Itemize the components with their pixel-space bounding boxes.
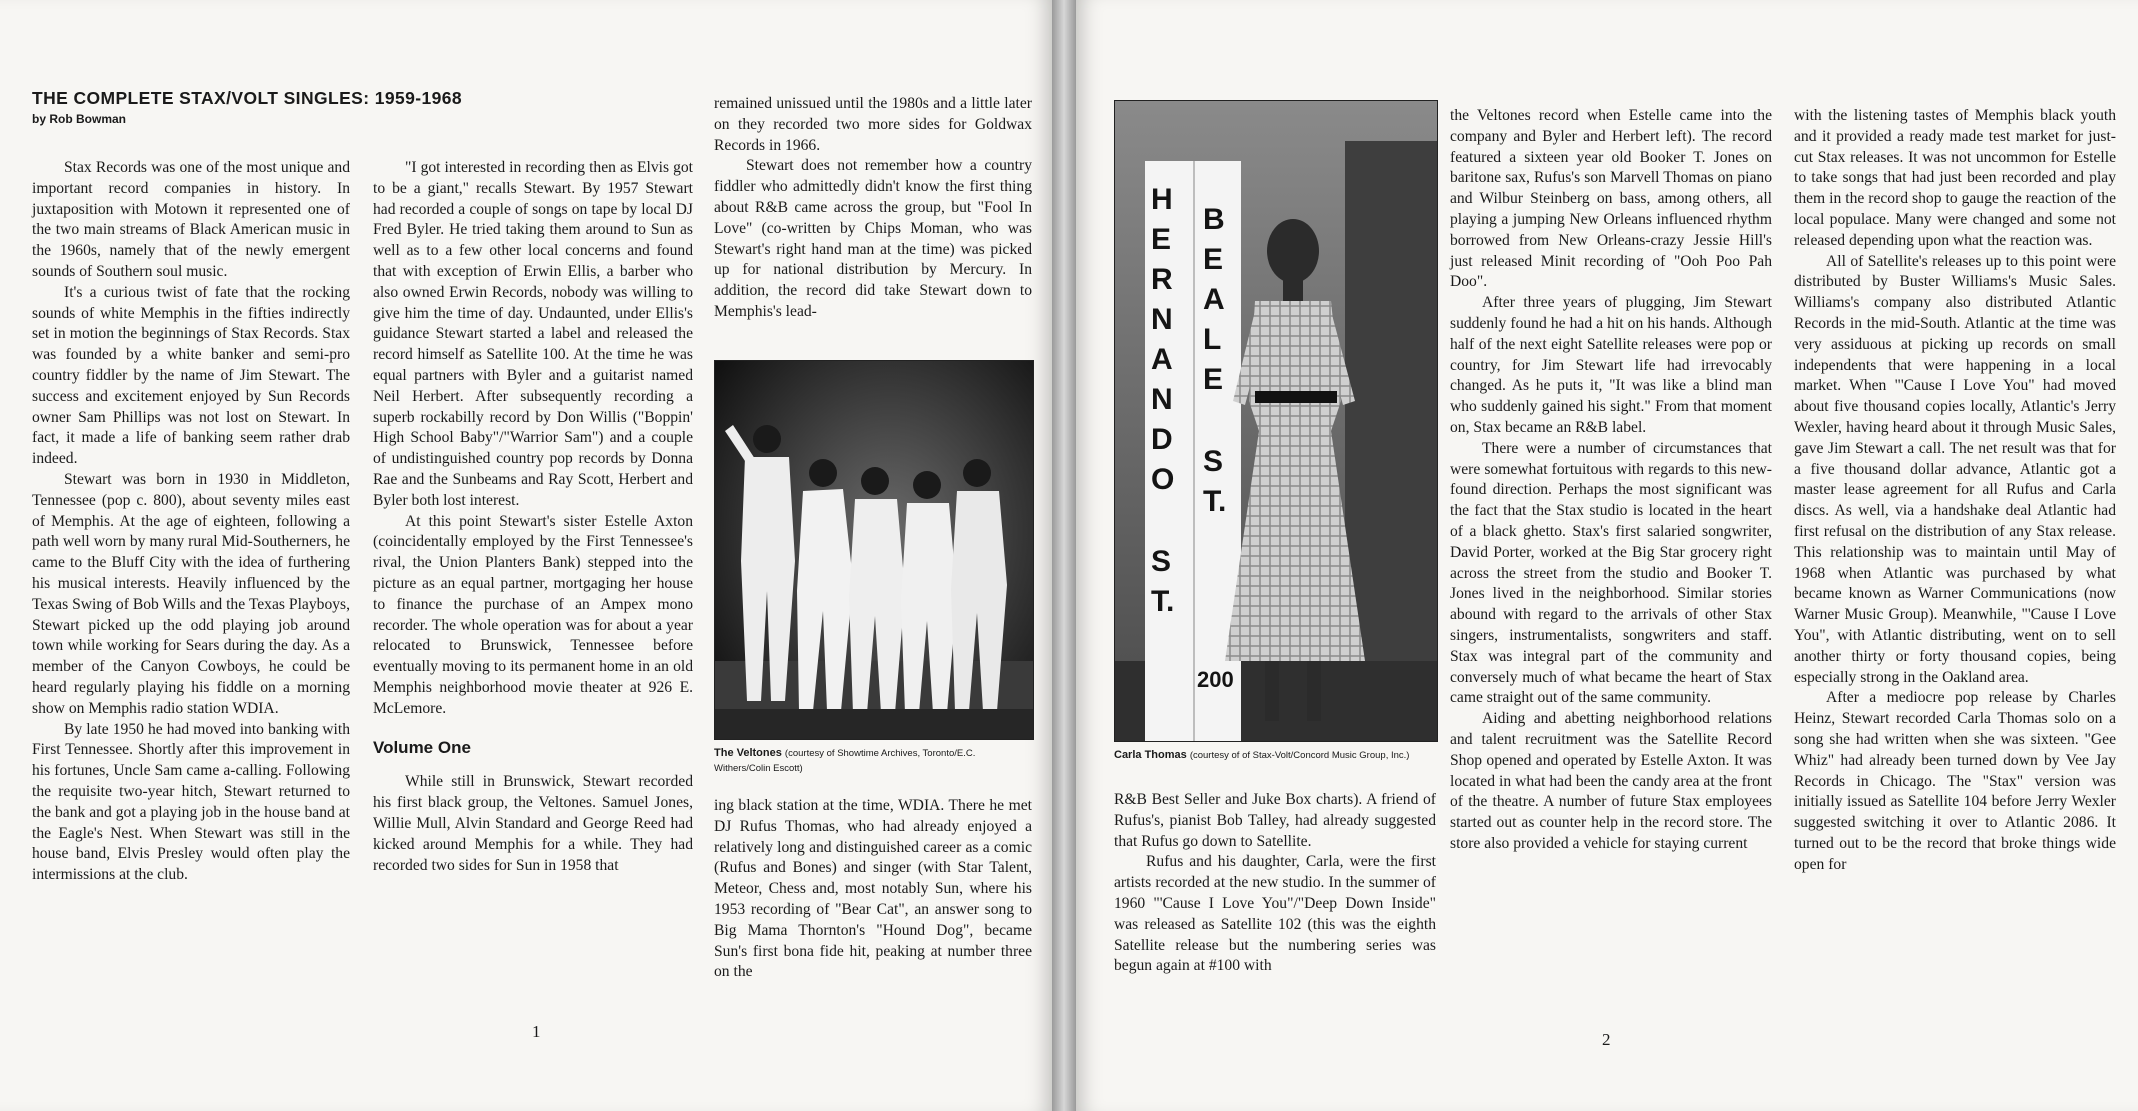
paragraph: By late 1950 he had moved into banking with First Tennessee. Shortly after this improvement in his fortunes, Uncle Sam came a-calling. Following the requisite two-year hitch, Stewart returned to the bank and got a playing job in the house band at the Eagle's Nest. When Stewart was still in the house band, Elvis Presley would often play the intermissions at the club. <box>32 720 350 884</box>
paragraph: It's a curious twist of fate that the rocking sounds of white Memphis in the fifties indirectly set in motion the beginnings of Stax Records. Stax was founded by a white banker and semi-pro country fiddler by the name of Jim Stewart. The success and excitement enjoyed by Sun Records owner Sam Phillips was not lost on Stewart. In fact, it made a life of banking seem rather drab indeed. <box>32 283 350 468</box>
paragraph: Aiding and abetting neighborhood relations and talent recruitment was the Satellite Record Shop opened and operated by Estelle Axton. It was located in what had been the candy area at the front of the theatre. A number of future Stax employees started out as counter help in the record store. The store also provided a vehicle for staying current <box>1450 710 1772 852</box>
svg-text:A: A <box>1151 343 1173 376</box>
svg-text:A: A <box>1203 283 1225 316</box>
right-column-1-bottom <box>1114 790 1436 977</box>
paragraph: "I got interested in recording then as Elvis got to be a giant," recalls Stewart. By 1957 Stewart had recorded a couple of songs on tape by local DJ Fred Byler. He tried taking them around to Sun as well as to a few other local concerns and found that with exception of Erwin Ellis, a barber who also owned Erwin Records, nobody was willing to give him the time of day. Undaunted, under Ellis's guidance Stewart started a label and released the record himself as Satellite 100. At the time he was equal partners with Byler and a guitarist named Neil Herbert. After subsequently recording a superb rockabilly record by Don Willis ("Boppin' High School Baby"/"Warrior Sam") and a couple of undistinguished country pop records by Donna Rae and the Sunbeams and Ray Scott, Herbert and Byler both lost interest. <box>373 159 693 509</box>
sign-text-hernando <box>1151 183 1174 618</box>
paragraph: At this point Stewart's sister Estelle Axton (coincidentally employed by the First Tennessee's rival, the Union Planters Bank) stepped into the picture as an equal partner, mortgaging her house to finance the purchase of an Ampex mono recorder. The whole operation was for about a year relocated to Brunswick, Tennessee before eventually moving to its permanent home in an old Memphis neighborhood movie theater at 926 E. McLemore. <box>373 512 693 717</box>
paragraph: Stewart was born in 1930 in Middleton, Tennessee (pop c. 800), about seventy miles east of Memphis. At the age of eighteen, following a path well worn by many rural Mid-Southerners, he came to the Bluff City with the idea of furthering his musical interests. Heavily influenced by the Texas Swing of Bob Wills and the Texas Playboys, Stewart picked up the odd playing job around town while working for Sears during the day. As a member of the Canyon Cowboys, he could be heard regularly playing his fiddle on a morning show on Memphis radio station WDIA. <box>32 470 350 717</box>
paragraph: with the listening tastes of Memphis black youth and it provided a ready made test market for just-cut Stax releases. It was not uncommon for Estelle to take songs that had just been recorded and play them in the record shop to gauge the reaction of the local populace. Many were changed and some not released depending upon what the reaction was. <box>1794 107 2116 249</box>
paragraph: Rufus and his daughter, Carla, were the first artists recorded at the new studio. In the summer of 1960 "'Cause I Love You"/"Deep Down Inside" was released as Satellite 102 (this was the eighth Satellite release but the numbering series was begun again at #100 with <box>1114 853 1436 975</box>
caption-credit: (courtesy of Showtime Archives, Toronto/E.C. Withers/Colin Escott) <box>714 748 976 774</box>
paragraph: After three years of plugging, Jim Stewart suddenly found he had a hit on his hands. Although half of the next eight Satellite releases were pop or country, for Jim Stewart life had irrevocably changed. As he puts it, "It was like a blind man who suddenly gained his sight." From that moment on, Stax became an R&B label. <box>1450 294 1772 436</box>
veltones-photo <box>714 360 1034 740</box>
book-gutter <box>1052 0 1076 1111</box>
svg-text:O: O <box>1151 463 1175 496</box>
carla-thomas-photo <box>1114 100 1438 742</box>
paragraph: There were a number of circumstances that were somewhat fortuitous with regards to this new-found direction. Perhaps the most significant was the fact that the Stax studio is located in the heart of a black ghetto. Stax's first salaried songwriter, David Porter, worked at the Big Star grocery right across the street from the studio and Booker T. Jones lived in the neighborhood. Similar stories abound with regard to the arrivals of other Stax singers, instrumentalists, songwriters and staff. Stax was integral part of the community and conversely much of what became the heart of Stax came straight out of the same community. <box>1450 439 1772 707</box>
right-column-3 <box>1794 106 2116 875</box>
svg-text:E: E <box>1203 243 1224 276</box>
byline: by Rob Bowman <box>32 112 127 126</box>
paragraph: R&B Best Seller and Juke Box charts). A friend of Rufus's, pianist Bob Talley, had already suggested that Rufus go down to Satellite. <box>1114 791 1436 850</box>
section-heading: Volume One <box>373 737 471 757</box>
left-page <box>0 0 1052 1111</box>
svg-text:N: N <box>1151 303 1173 336</box>
svg-text:E: E <box>1203 363 1224 396</box>
paragraph: After a mediocre pop release by Charles Heinz, Stewart recorded Carla Thomas solo on a song she had written when she was sixteen. "Gee Whiz" had already been turned down by Vee Jay Records in Chicago. The "Stax" version was initially issued as Satellite 104 before Jerry Wexler suggested switching it over to Atlantic 2086. It turned out to be the record that broke things wide open for <box>1794 689 2116 873</box>
paragraph: Stax Records was one of the most unique and important record companies in history. In juxtaposition with Motown it represented one of the two main streams of Black American music in the 1960s, namely that of the newly emergent sounds of Southern soul music. <box>32 159 350 280</box>
right-column-2 <box>1450 106 1772 855</box>
svg-text:R: R <box>1151 263 1173 296</box>
sign-number: 200 <box>1197 667 1234 692</box>
left-column-3-bottom <box>714 796 1032 983</box>
carla-thomas-caption <box>1114 748 1436 763</box>
svg-text:S: S <box>1203 445 1224 478</box>
paragraph: remained unissued until the 1980s and a little later on they recorded two more sides for Goldwax Records in 1966. <box>714 95 1032 154</box>
caption-name: The Veltones <box>714 747 782 759</box>
paragraph: While still in Brunswick, Stewart recorded his first black group, the Veltones. Samuel Jones, Willie Mull, Alvin Standard and George Reed had kicked around Memphis for a while. They had recorded two sides for Sun in 1958 that <box>373 773 693 874</box>
svg-text:T.: T. <box>1151 585 1175 618</box>
left-column-2 <box>373 158 693 876</box>
paragraph: All of Satellite's releases up to this point were distributed by Buster Williams's Music Sales. Williams's company also distributed Atlantic Records in the mid-South. Atlantic at the time was very assiduous at picking up records on small independents that were happening in a local market. When "'Cause I Love You" had moved about five thousand copies locally, Atlantic's Jerry Wexler, having heard about it through Music Sales, gave Jim Stewart a call. The net result was that for a five thousand dollar advance, Atlantic got a master lease agreement for all Rufus and Carla discs. As well, via a handshake deal Atlantic had first refusal on the distribution of any Stax release. This relationship was to maintain until May of 1968 when Atlantic was purchased by what became known as Warner Communications (now Warner Music Group). Meanwhile, "'Cause I Love You", with Atlantic distributing, went on to sell another thirty or forty thousand copies, being especially strong in the Oakland area. <box>1794 252 2116 686</box>
left-column-3-top <box>714 94 1032 323</box>
right-page <box>1076 0 2138 1111</box>
caption-credit: (courtesy of of Stax-Volt/Concord Music Group, Inc.) <box>1189 750 1410 761</box>
page-number: 2 <box>1602 1030 1611 1049</box>
page-number: 1 <box>532 1022 541 1041</box>
veltones-photo-illustration <box>715 361 1033 739</box>
caption-name: Carla Thomas <box>1114 749 1187 761</box>
svg-text:N: N <box>1151 383 1173 416</box>
carla-thomas-photo-illustration <box>1115 101 1437 741</box>
paragraph: Stewart does not remember how a country fiddler who admittedly didn't know the first thing about R&B came across the group, but "Fool In Love" (co-written by Chips Moman, who was Stewart's right hand man at the time) was picked up for national distribution by Mercury. In addition, the record did take Stewart down to Memphis's lead- <box>714 157 1032 320</box>
svg-text:T.: T. <box>1203 485 1227 518</box>
svg-text:B: B <box>1203 203 1225 236</box>
left-column-1 <box>32 158 350 886</box>
paragraph: the Veltones record when Estelle came into the company and Byler and Herbert left). The record featured a sixteen year old Booker T. Jones on baritone sax, Rufus's son Marvell Thomas on piano and Wilbur Steinberg on bass, among others, all playing a jumping New Orleans influenced rhythm borrowed from New Orleans-crazy Jessie Hill's just released Minit recording of "Ooh Poo Pah Doo". <box>1450 107 1772 291</box>
veltones-caption <box>714 746 1032 776</box>
paragraph: ing black station at the time, WDIA. There he met DJ Rufus Thomas, who had already enjoyed a relatively long and distinguished career as a comic (Rufus and Bones) and singer (with Star Talent, Meteor, Chess and, most notably Sun, where his 1953 recording of "Bear Cat", an answer song to Big Mama Thornton's "Hound Dog", became Sun's first bona fide hit, peaking at number three on the <box>714 797 1032 981</box>
svg-text:E: E <box>1151 223 1172 256</box>
svg-text:L: L <box>1203 323 1222 356</box>
svg-text:H: H <box>1151 183 1173 216</box>
svg-text:D: D <box>1151 423 1173 456</box>
article-title: THE COMPLETE STAX/VOLT SINGLES: 1959-1968 <box>32 88 463 108</box>
svg-text:S: S <box>1151 545 1172 578</box>
